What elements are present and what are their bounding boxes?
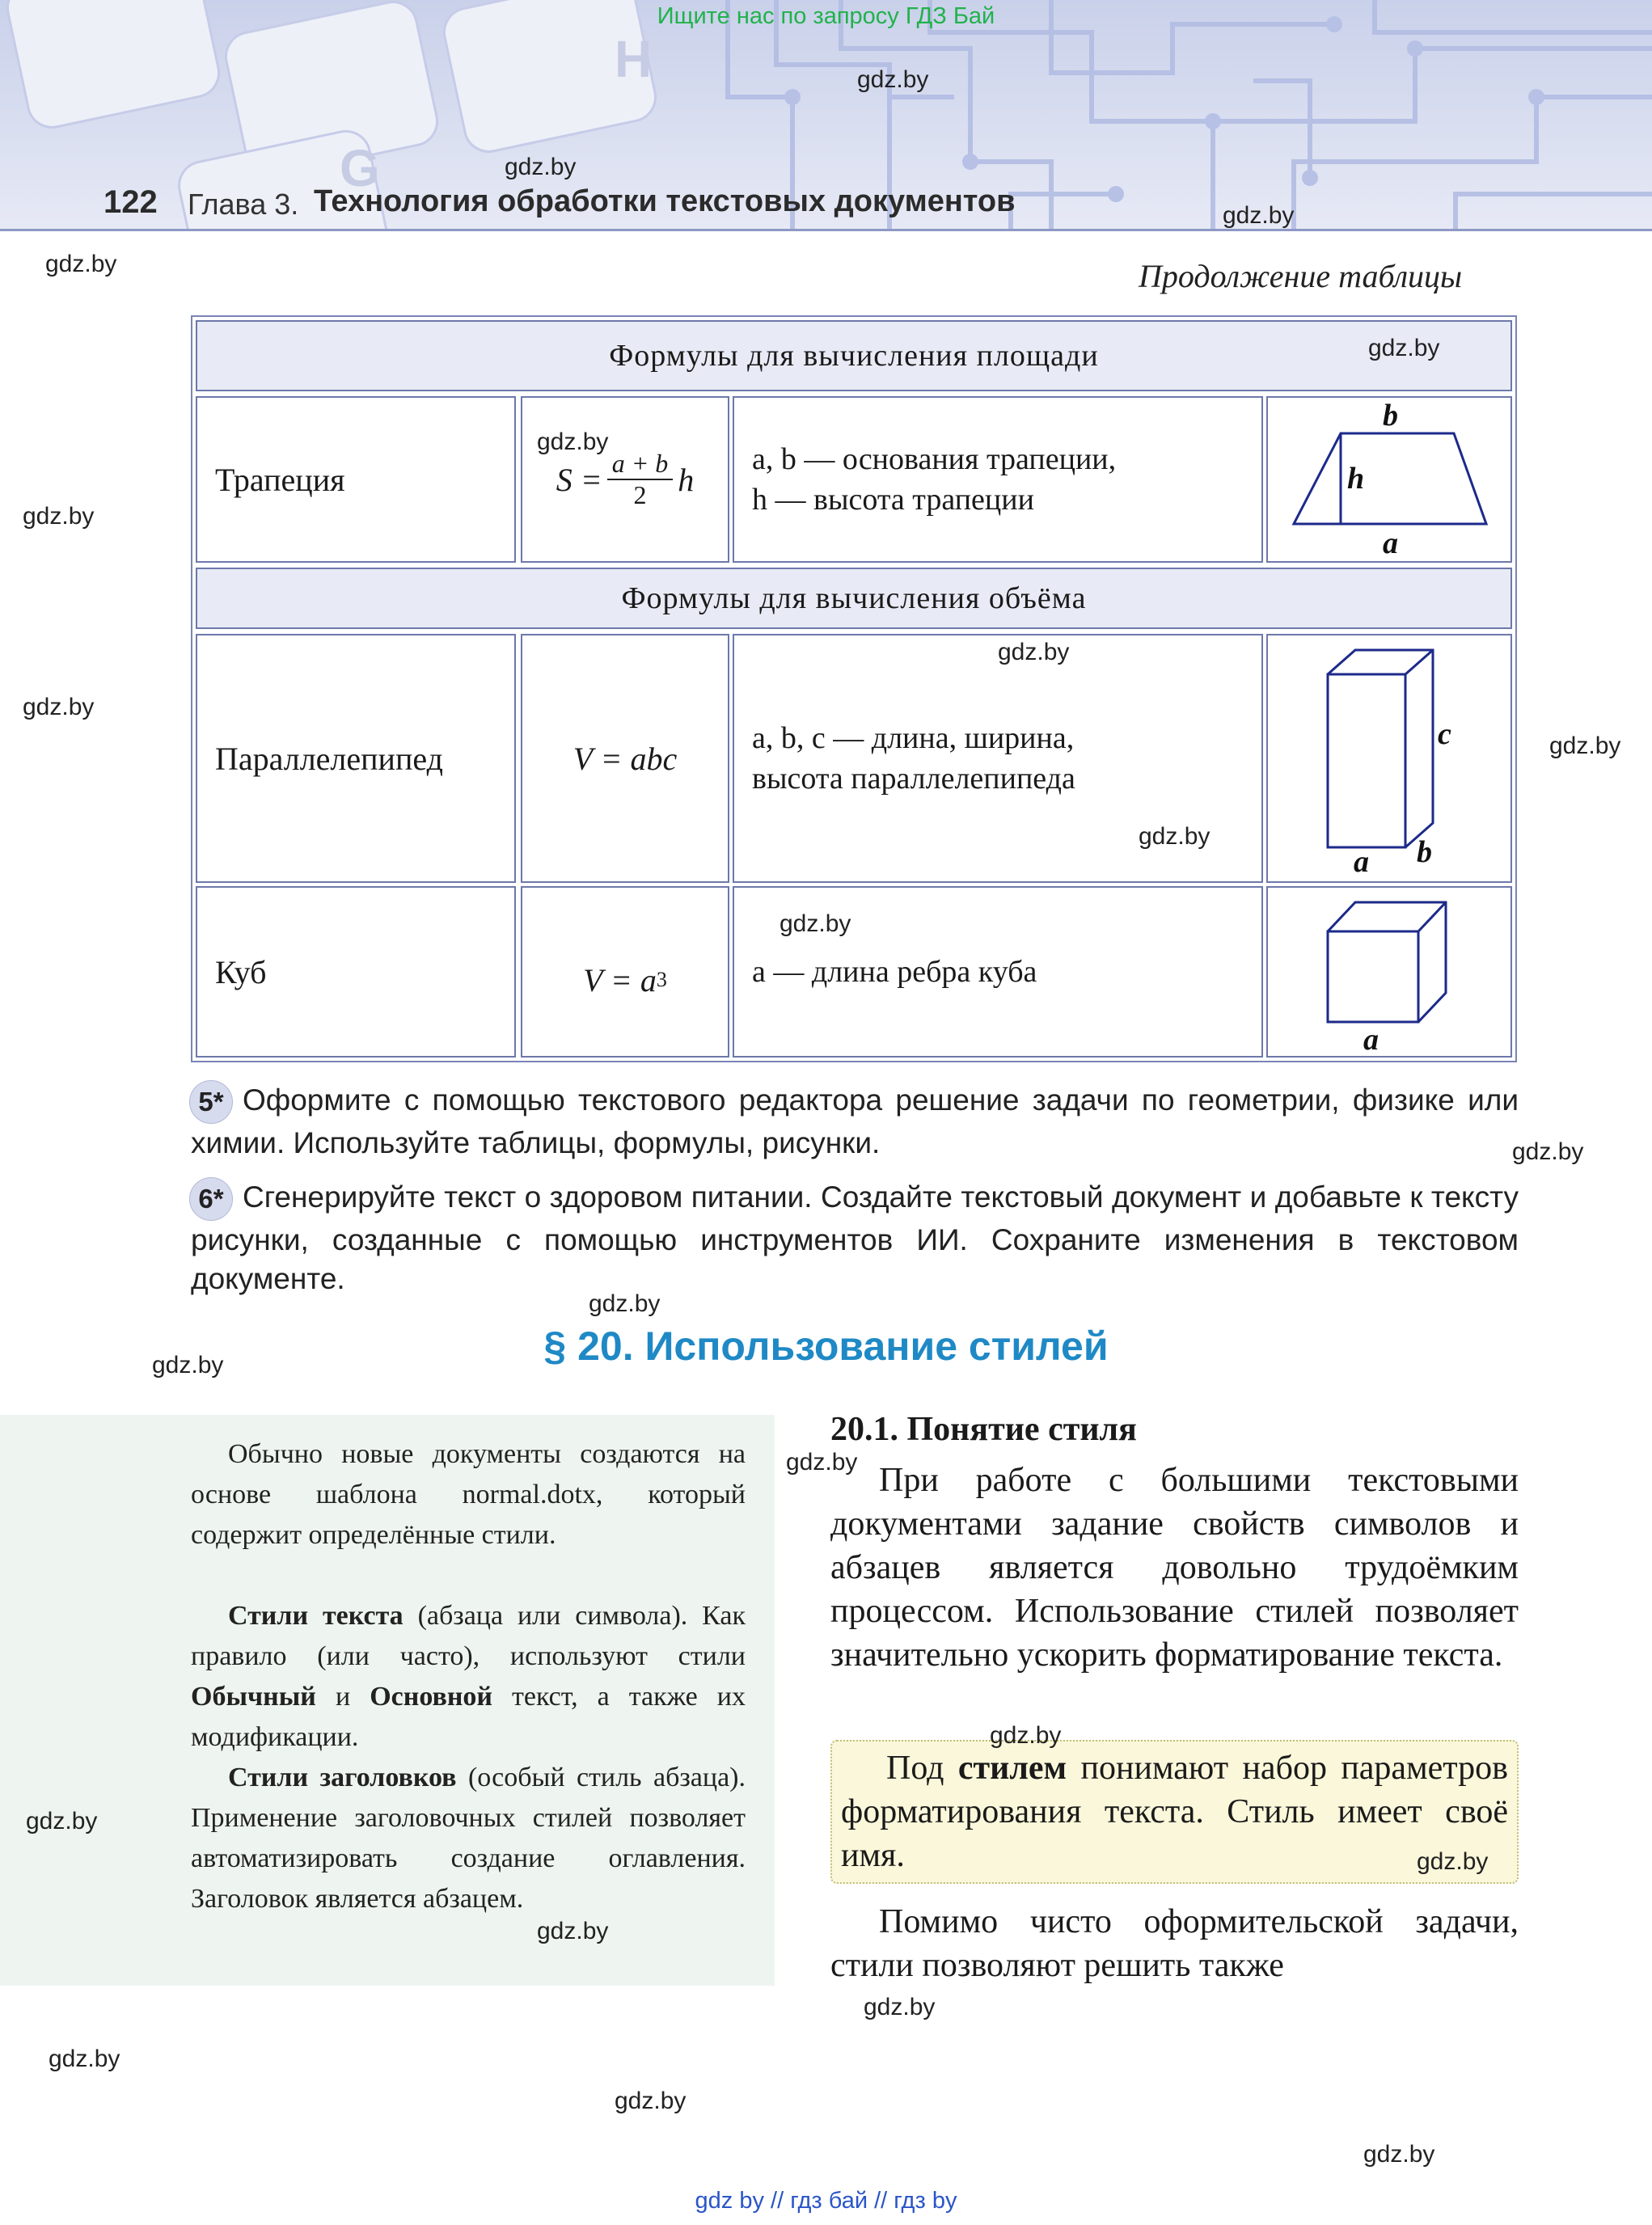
bold-term: Основной xyxy=(370,1682,493,1712)
watermark: gdz.by xyxy=(1417,1848,1489,1875)
footer-links[interactable]: gdz by // гдз бай // гдз by xyxy=(695,2188,957,2214)
bold-term: Обычный xyxy=(191,1682,316,1712)
fraction-denominator: 2 xyxy=(633,480,647,509)
parallelepiped-label-c: c xyxy=(1438,717,1451,751)
watermark: gdz.by xyxy=(615,2088,687,2114)
watermark: gdz.by xyxy=(152,1352,224,1378)
watermark: gdz.by xyxy=(1549,733,1621,759)
chapter-label: Глава 3. xyxy=(188,188,299,221)
watermark: gdz.by xyxy=(23,503,95,530)
watermark: gdz.by xyxy=(45,251,117,277)
text-span: Под xyxy=(886,1750,958,1787)
cube-figure-cell xyxy=(1266,886,1512,1058)
text-span: (особый стиль абзаца). Применение заголовочных стилей позволяет автоматизировать создание оглавления. Заголовок является абзацем. xyxy=(191,1763,746,1914)
area-formulas-header: Формулы для вычисления площади xyxy=(196,320,1512,391)
task-badge: 5* xyxy=(189,1080,233,1124)
text-span: (абзаца или символа). Как правило (или часто), используют стили xyxy=(191,1601,746,1671)
trapezoid-name: Трапеция xyxy=(196,396,516,563)
trapezoid-formula xyxy=(521,396,729,563)
svg-text:G: G xyxy=(340,139,380,197)
watermark: gdz.by xyxy=(23,694,95,720)
trapezoid-label-bottom: a xyxy=(1383,526,1398,560)
cube-description: a — длина ребра куба xyxy=(733,886,1263,1058)
task-5 xyxy=(191,1080,1519,1163)
trapezoid-desc-line2: h — высота трапеции xyxy=(752,483,1034,517)
task-badge: 6* xyxy=(189,1177,233,1221)
main-paragraph-1: При работе с большими текстовыми документами задание свойств символов и абзацев является довольно трудоёмким процессом. Использование стилей позволяет значительно ускорить форматирование текста. xyxy=(830,1462,1519,1674)
svg-text:H: H xyxy=(615,30,653,88)
text-span: текст, а также их модификации. xyxy=(191,1682,746,1752)
bold-term: стилем xyxy=(957,1750,1067,1787)
fraction-numerator: a + b xyxy=(607,449,674,480)
watermark: gdz.by xyxy=(1363,2141,1435,2168)
parallelepiped-desc-line2: высота параллелепипеда xyxy=(752,762,1075,796)
watermark: gdz.by xyxy=(1223,202,1295,229)
main-paragraph-2: Помимо чисто оформительской задачи, стили позволяют решить также xyxy=(830,1903,1519,1984)
parallelepiped-figure xyxy=(1268,635,1510,881)
task-6 xyxy=(191,1177,1519,1298)
cube-label-a: a xyxy=(1363,1023,1379,1056)
text-span: и xyxy=(315,1682,370,1712)
formula-lhs: S = xyxy=(556,461,602,498)
parallelepiped-formula: V = abc xyxy=(521,634,729,883)
section-title: § 20. Использование стилей xyxy=(543,1324,1109,1369)
formula-fraction xyxy=(607,449,674,510)
watermark: gdz.by xyxy=(537,1918,609,1944)
watermark: gdz.by xyxy=(537,429,609,455)
chapter-title: Технология обработки текстовых документов xyxy=(314,184,1016,218)
watermark: gdz.by xyxy=(49,2046,120,2072)
parallelepiped-name: Параллелепипед xyxy=(196,634,516,883)
watermark: gdz.by xyxy=(786,1449,858,1476)
page-number: 122 xyxy=(104,184,158,220)
cube-figure xyxy=(1268,888,1510,1056)
parallelepiped-figure-cell xyxy=(1266,634,1512,883)
sidebar-paragraph-2 xyxy=(191,1596,746,1758)
watermark: gdz.by xyxy=(990,1722,1062,1749)
watermark: gdz.by xyxy=(1139,823,1210,850)
cube-name: Куб xyxy=(196,886,516,1058)
watermark: gdz.by xyxy=(780,910,851,937)
parallelepiped-label-a: a xyxy=(1354,845,1369,879)
task-text: Сгенерируйте текст о здоровом питании. Создайте текстовый документ и добавьте к тексту рисунки, созданные с помощью инструментов ИИ. Сохраните изменения в текстовом документе. xyxy=(191,1180,1519,1295)
text-span: понимают набор параметров форматирования текста. Стиль имеет своё имя. xyxy=(841,1750,1508,1874)
formula-rhs: h xyxy=(678,461,695,498)
trapezoid-label-top: b xyxy=(1383,399,1398,433)
trapezoid-figure-cell xyxy=(1266,396,1512,563)
task-text: Оформите с помощью текстового редактора решение задачи по геометрии, физике или химии. Используйте таблицы, формулы, рисунки. xyxy=(191,1083,1519,1159)
trapezoid-label-height: h xyxy=(1347,462,1365,496)
subsection-title: 20.1. Понятие стиля xyxy=(830,1411,1137,1448)
watermark: gdz.by xyxy=(1368,335,1440,361)
bold-term: Стили заголовков xyxy=(228,1763,457,1792)
header-divider xyxy=(0,229,1652,231)
trapezoid-description xyxy=(733,396,1263,563)
cube-formula-exponent: 3 xyxy=(656,968,667,991)
sidebar-paragraph-1: Обычно новые документы создаются на основе шаблона normal.dotx, который содержит определённые стили. xyxy=(191,1439,746,1550)
top-search-banner[interactable]: Ищите нас по запросу ГДЗ Бай xyxy=(657,3,995,29)
parallelepiped-desc-line1: a, b, c — длина, ширина, xyxy=(752,721,1075,755)
sidebar-paragraph-3 xyxy=(191,1758,746,1919)
watermark: gdz.by xyxy=(857,66,929,93)
cube-formula-base: V = a xyxy=(583,961,657,999)
trapezoid-figure xyxy=(1268,398,1510,561)
watermark: gdz.by xyxy=(998,639,1070,665)
watermark: gdz.by xyxy=(505,154,577,180)
watermark: gdz.by xyxy=(589,1290,661,1317)
bold-term: Стили текста xyxy=(228,1601,403,1631)
trapezoid-desc-line1: a, b — основания трапеции, xyxy=(752,442,1117,476)
definition-text xyxy=(841,1746,1508,1877)
watermark: gdz.by xyxy=(864,1994,936,2020)
volume-formulas-header: Формулы для вычисления объёма xyxy=(196,568,1512,629)
table-continuation-label: Продолжение таблицы xyxy=(1139,258,1463,294)
cube-formula xyxy=(521,886,729,1058)
watermark: gdz.by xyxy=(26,1808,98,1834)
watermark: gdz.by xyxy=(1512,1138,1584,1165)
parallelepiped-label-b: b xyxy=(1417,835,1432,869)
